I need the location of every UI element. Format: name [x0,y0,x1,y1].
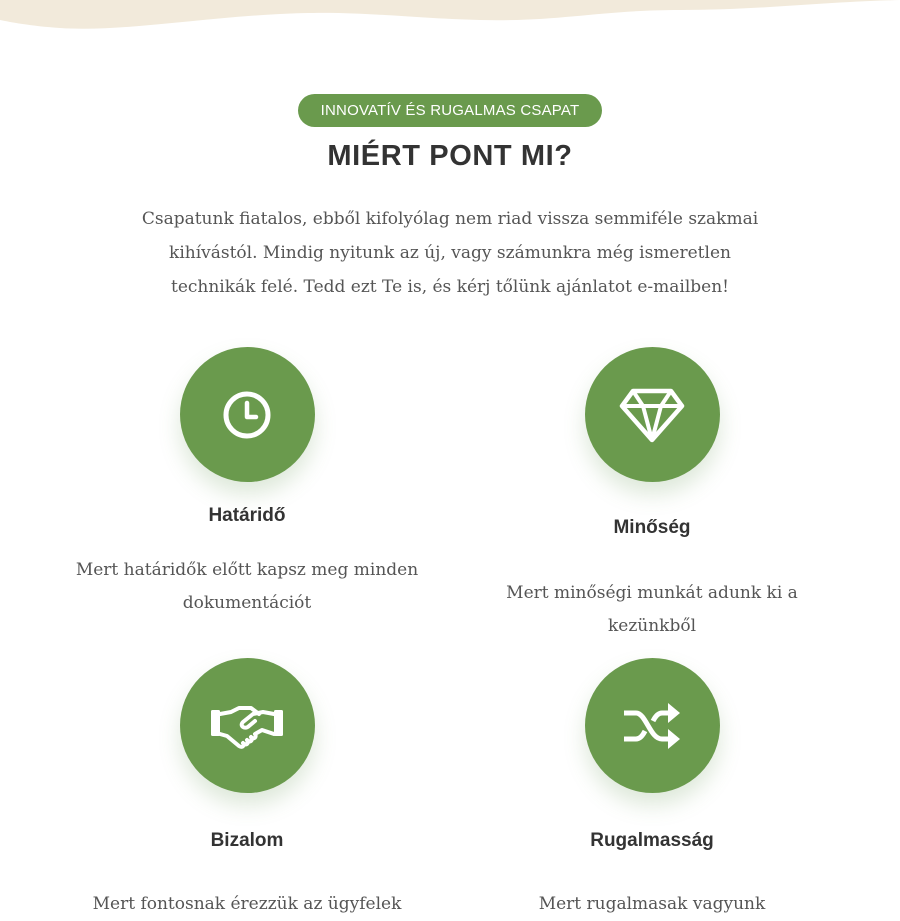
feature-description [37,554,457,620]
feature-icon-circle [180,347,315,482]
clock-icon [222,390,272,440]
feature-title: Minőség [613,517,691,538]
feature-desc-line: Mert rugalmasak vagyunk [538,894,766,914]
section-intro [120,202,780,304]
feature-description [442,888,862,921]
diamond-icon [619,387,685,443]
section-badge: INNOVATÍV ÉS RUGALMAS CSAPAT [298,94,602,127]
section-title: MIÉRT PONT MI? [327,140,573,172]
feature-desc-line: Mert minőségi munkát adunk ki a [506,583,798,603]
feature-desc-line: Mert fontosnak érezzük az ügyfelek [92,894,402,914]
feature-description [37,888,457,921]
feature-trust [37,658,457,914]
feature-desc-line: Mert határidők előtt kapsz meg minden [75,560,419,580]
feature-desc-line: dokumentációt [182,593,312,613]
feature-title: Rugalmasság [590,830,714,851]
feature-deadline [37,347,457,647]
feature-icon-circle [180,658,315,793]
top-wave-decoration [0,0,900,40]
feature-icon-circle [585,347,720,482]
feature-title: Határidő [208,505,286,526]
feature-icon-circle [585,658,720,793]
intro-line: technikák felé. Tedd ezt Te is, és kérj tőlünk ajánlatot e-mailben! [171,277,729,297]
feature-description [442,577,862,643]
handshake-icon [209,702,285,750]
feature-flexibility [442,658,862,914]
feature-quality [442,347,862,647]
intro-line: kihívástól. Mindig nyitunk az új, vagy számunkra még ismeretlen [169,243,731,263]
feature-desc-line: kezünkből [607,616,697,636]
feature-title: Bizalom [210,830,284,851]
intro-line: Csapatunk fiatalos, ebből kifolyólag nem riad vissza semmiféle szakmai [141,209,759,229]
shuffle-icon [622,700,682,752]
